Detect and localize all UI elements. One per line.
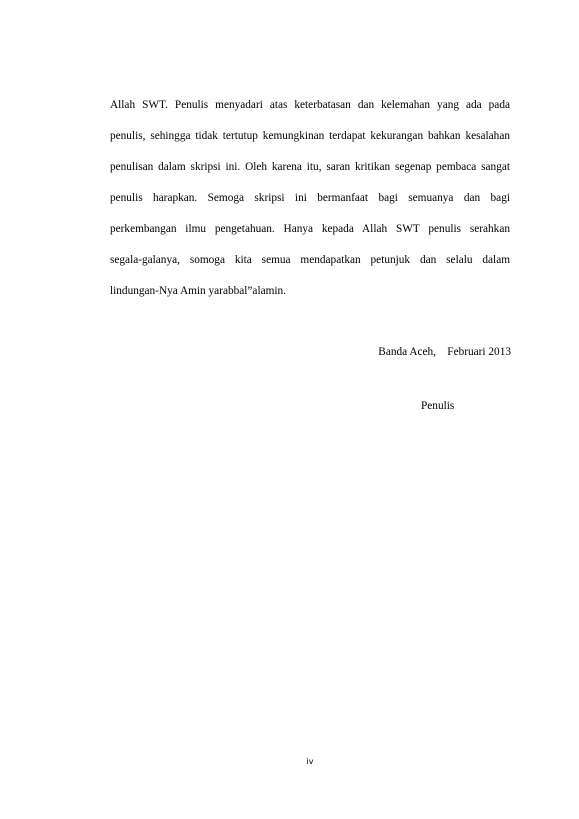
paragraph-line: Allah SWT. Penulis menyadari atas keterbatasan dan kelemahan yang ada pada [110, 99, 510, 111]
body-paragraph [110, 90, 510, 307]
paragraph-line: penulis harapkan. Semoga skripsi ini bermanfaat bagi semuanya dan bagi [110, 192, 510, 204]
paragraph-line: lindungan-Nya Amin yarabbal”alamin. [110, 285, 286, 297]
paragraph-line: perkembangan ilmu pengetahuan. Hanya kepada Allah SWT penulis serahkan [110, 223, 510, 235]
paragraph-line: penulisan dalam skripsi ini. Oleh karena itu, saran kritikan segenap pembaca sangat [110, 161, 510, 173]
paragraph-line: penulis, sehingga tidak tertutup kemungkinan terdapat kekurangan bahkan kesalahan [110, 130, 510, 142]
page-number: iv [306, 757, 314, 766]
place-date: Banda Aceh, Februari 2013 [378, 346, 511, 358]
author-signature-label: Penulis [421, 400, 455, 412]
paragraph-line: segala-galanya, somoga kita semua mendapatkan petunjuk dan selalu dalam [110, 254, 510, 266]
